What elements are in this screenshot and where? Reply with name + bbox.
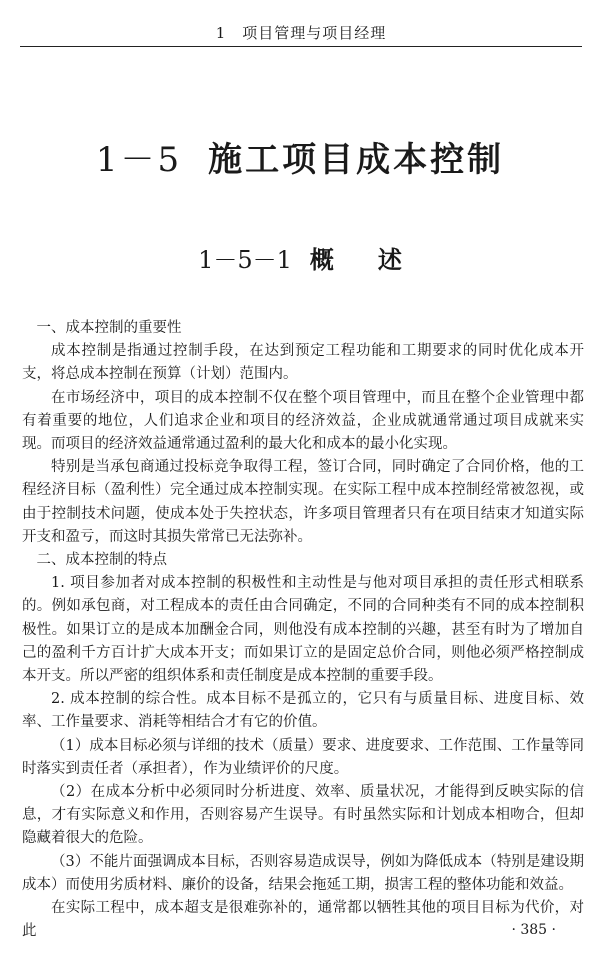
paragraph: 特别是当承包商通过投标竞争取得工程，签订合同，同时确定了合同价格，他的工程经济目标（盈利性）完全通过成本控制实现。在实际工程中成本控制经常被忽视，或由于控制技术问题，使成本处于失控状态，许多项目管理者只有在项目结束才知道实际开支和盈亏，而这时其损失常常已无法弥补。 (22, 459, 584, 545)
paragraph: 2. 成本控制的综合性。成本目标不是孤立的，它只有与质量目标、进度目标、效率、工作量要求、消耗等相结合才有它的价值。 (22, 691, 584, 731)
page-number: · 385 · (511, 922, 556, 938)
running-head: 1 项目管理与项目经理 (215, 24, 387, 42)
chapter-title (0, 132, 600, 181)
header-rule (20, 46, 582, 47)
chapter-number: 1－5 (95, 140, 183, 180)
section-title-part1: 概 (309, 246, 334, 274)
paragraph: 在市场经济中，项目的成本控制不仅在整个项目管理中，而且在整个企业管理中都有着重要的地位，人们追求企业和项目的经济效益，企业成就通常通过项目成就来实现。而项目的经济效益通常通过盈利的最大化和成本的最小化实现。 (22, 389, 584, 453)
section-title-part2: 述 (377, 246, 402, 274)
paragraph: 1. 项目参加者对成本控制的积极性和主动性是与他对项目承担的责任形式相联系的。例如承包商，对工程成本的责任由合同确定，不同的合同种类有不同的成本控制积极性。如果订立的是成本加酬金合同，则他没有成本控制的兴趣，甚至有时为了增加自己的盈利千方百计扩大成本开支；而如果订立的是固定总价合同，则他必须严格控制成本开支。所以严密的组织体系和责任制度是成本控制的重要手段。 (22, 575, 584, 685)
paragraph: （3）不能片面强调成本目标，否则容易造成误导，例如为降低成本（特别是建设期成本）而使用劣质材料、廉价的设备，结果会拖延工期，损害工程的整体功能和效益。 (22, 853, 584, 893)
body-text (22, 317, 584, 943)
paragraph: 成本控制是指通过控制手段，在达到预定工程功能和工期要求的同时优化成本开支，将总成本控制在预算（计划）范围内。 (22, 343, 584, 383)
paragraph: 在实际工程中，成本超支是很难弥补的，通常都以牺牲其他的项目目标为代价，对此 (22, 900, 584, 940)
paragraph: （2）在成本分析中必须同时分析进度、效率、质量状况，才能得到反映实际的信息，才有实际意义和作用，否则容易产生误导。有时虽然实际和计划成本相吻合，但却隐藏着很大的危险。 (22, 784, 584, 847)
chapter-title-text: 施工项目成本控制 (208, 140, 505, 180)
subheading: 二、成本控制的特点 (36, 552, 167, 569)
section-title (0, 240, 600, 275)
subheading: 一、成本控制的重要性 (36, 320, 182, 336)
paragraph: （1）成本目标必须与详细的技术（质量）要求、进度要求、工作范围、工作量等同时落实到责任者（承担者），作为业绩评价的尺度。 (22, 737, 584, 777)
section-number: 1－5－1 (198, 246, 292, 274)
